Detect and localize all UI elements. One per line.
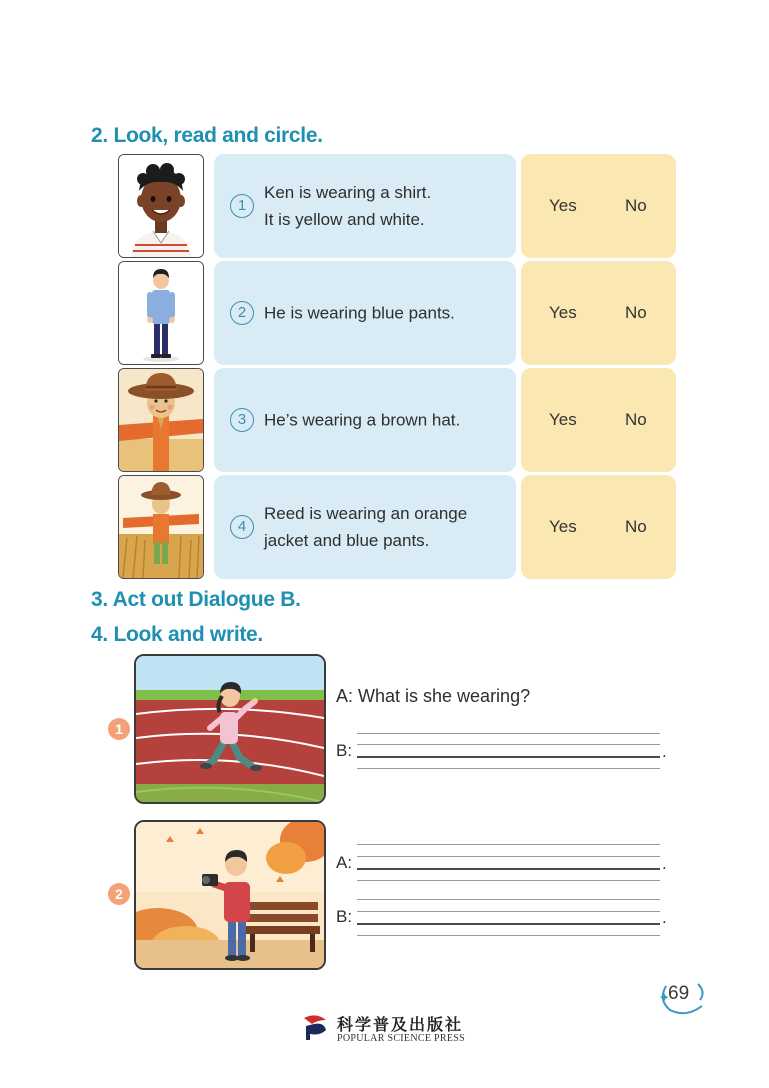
answer-box [521, 475, 676, 579]
writing-line[interactable] [357, 911, 660, 912]
scarecrow-field-image [118, 475, 204, 579]
writing-line[interactable] [357, 935, 660, 936]
sentence-box [214, 475, 516, 579]
no-option[interactable]: No [625, 410, 647, 429]
exercise-3-title: 3. Act out Dialogue B. [91, 588, 301, 611]
period-mark: . [662, 742, 667, 761]
no-option[interactable]: No [625, 517, 647, 536]
writing-line[interactable] [357, 768, 660, 769]
exercise-row-1 [118, 154, 676, 258]
sentence-line: He is wearing blue pants. [264, 303, 455, 323]
item-badge: 2 [108, 883, 130, 905]
sentence-line: It is yellow and white. [264, 210, 425, 229]
writing-line[interactable] [357, 868, 660, 870]
item-badge: 1 [108, 718, 130, 740]
writing-line[interactable] [357, 880, 660, 881]
girl-running-image [134, 654, 326, 804]
sentence-line: He’s wearing a brown hat. [264, 410, 461, 430]
writing-line[interactable] [357, 899, 660, 900]
writing-line[interactable] [357, 733, 660, 734]
page-number: 69 [668, 983, 690, 1004]
writing-line[interactable] [357, 756, 660, 758]
sentence-box [214, 368, 516, 472]
publisher-name-cn: 科学普及出版社 [337, 1015, 464, 1034]
sentence-box [214, 261, 516, 365]
answer-box [521, 154, 676, 258]
publisher-logo-icon [300, 1012, 330, 1042]
item-number: 3 [230, 408, 254, 432]
boy-standing-image [118, 261, 204, 365]
writing-line[interactable] [357, 923, 660, 925]
writing-line[interactable] [357, 844, 660, 845]
sentence-text [264, 300, 506, 327]
exercise-2-title: 2. Look, read and circle. [91, 124, 323, 147]
boy-camera-image [134, 820, 326, 970]
sentence-line: Reed is wearing an orange [264, 504, 468, 523]
no-option[interactable]: No [625, 303, 647, 322]
scarecrow-hat-image [118, 368, 204, 472]
exercise-row-4 [118, 475, 676, 579]
exercise-4-title: 4. Look and write. [91, 623, 263, 646]
yes-option[interactable]: Yes [549, 196, 577, 215]
item-number: 2 [230, 301, 254, 325]
writing-line[interactable] [357, 744, 660, 745]
publisher-name-en: POPULAR SCIENCE PRESS [337, 1033, 465, 1044]
item-number: 4 [230, 515, 254, 539]
answer-box [521, 368, 676, 472]
answer-box [521, 261, 676, 365]
question-text: A: What is she wearing? [336, 686, 531, 706]
sentence-text [264, 179, 506, 233]
yes-option[interactable]: Yes [549, 517, 577, 536]
yes-option[interactable]: Yes [549, 410, 577, 429]
writing-line[interactable] [357, 856, 660, 857]
yes-option[interactable]: Yes [549, 303, 577, 322]
answer-label: B: [336, 741, 353, 760]
speaker-b-label: B: [336, 907, 353, 926]
sentence-text [264, 500, 506, 554]
item-number: 1 [230, 194, 254, 218]
period-mark: . [662, 908, 667, 927]
period-mark: . [662, 854, 667, 873]
sentence-line: jacket and blue pants. [264, 531, 430, 550]
sentence-text [264, 407, 506, 434]
exercise-row-2 [118, 261, 676, 365]
no-option[interactable]: No [625, 196, 647, 215]
speaker-a-label: A: [336, 853, 353, 872]
sentence-box [214, 154, 516, 258]
sentence-line: Ken is wearing a shirt. [264, 183, 432, 202]
boy-portrait-image [118, 154, 204, 258]
exercise-row-3 [118, 368, 676, 472]
